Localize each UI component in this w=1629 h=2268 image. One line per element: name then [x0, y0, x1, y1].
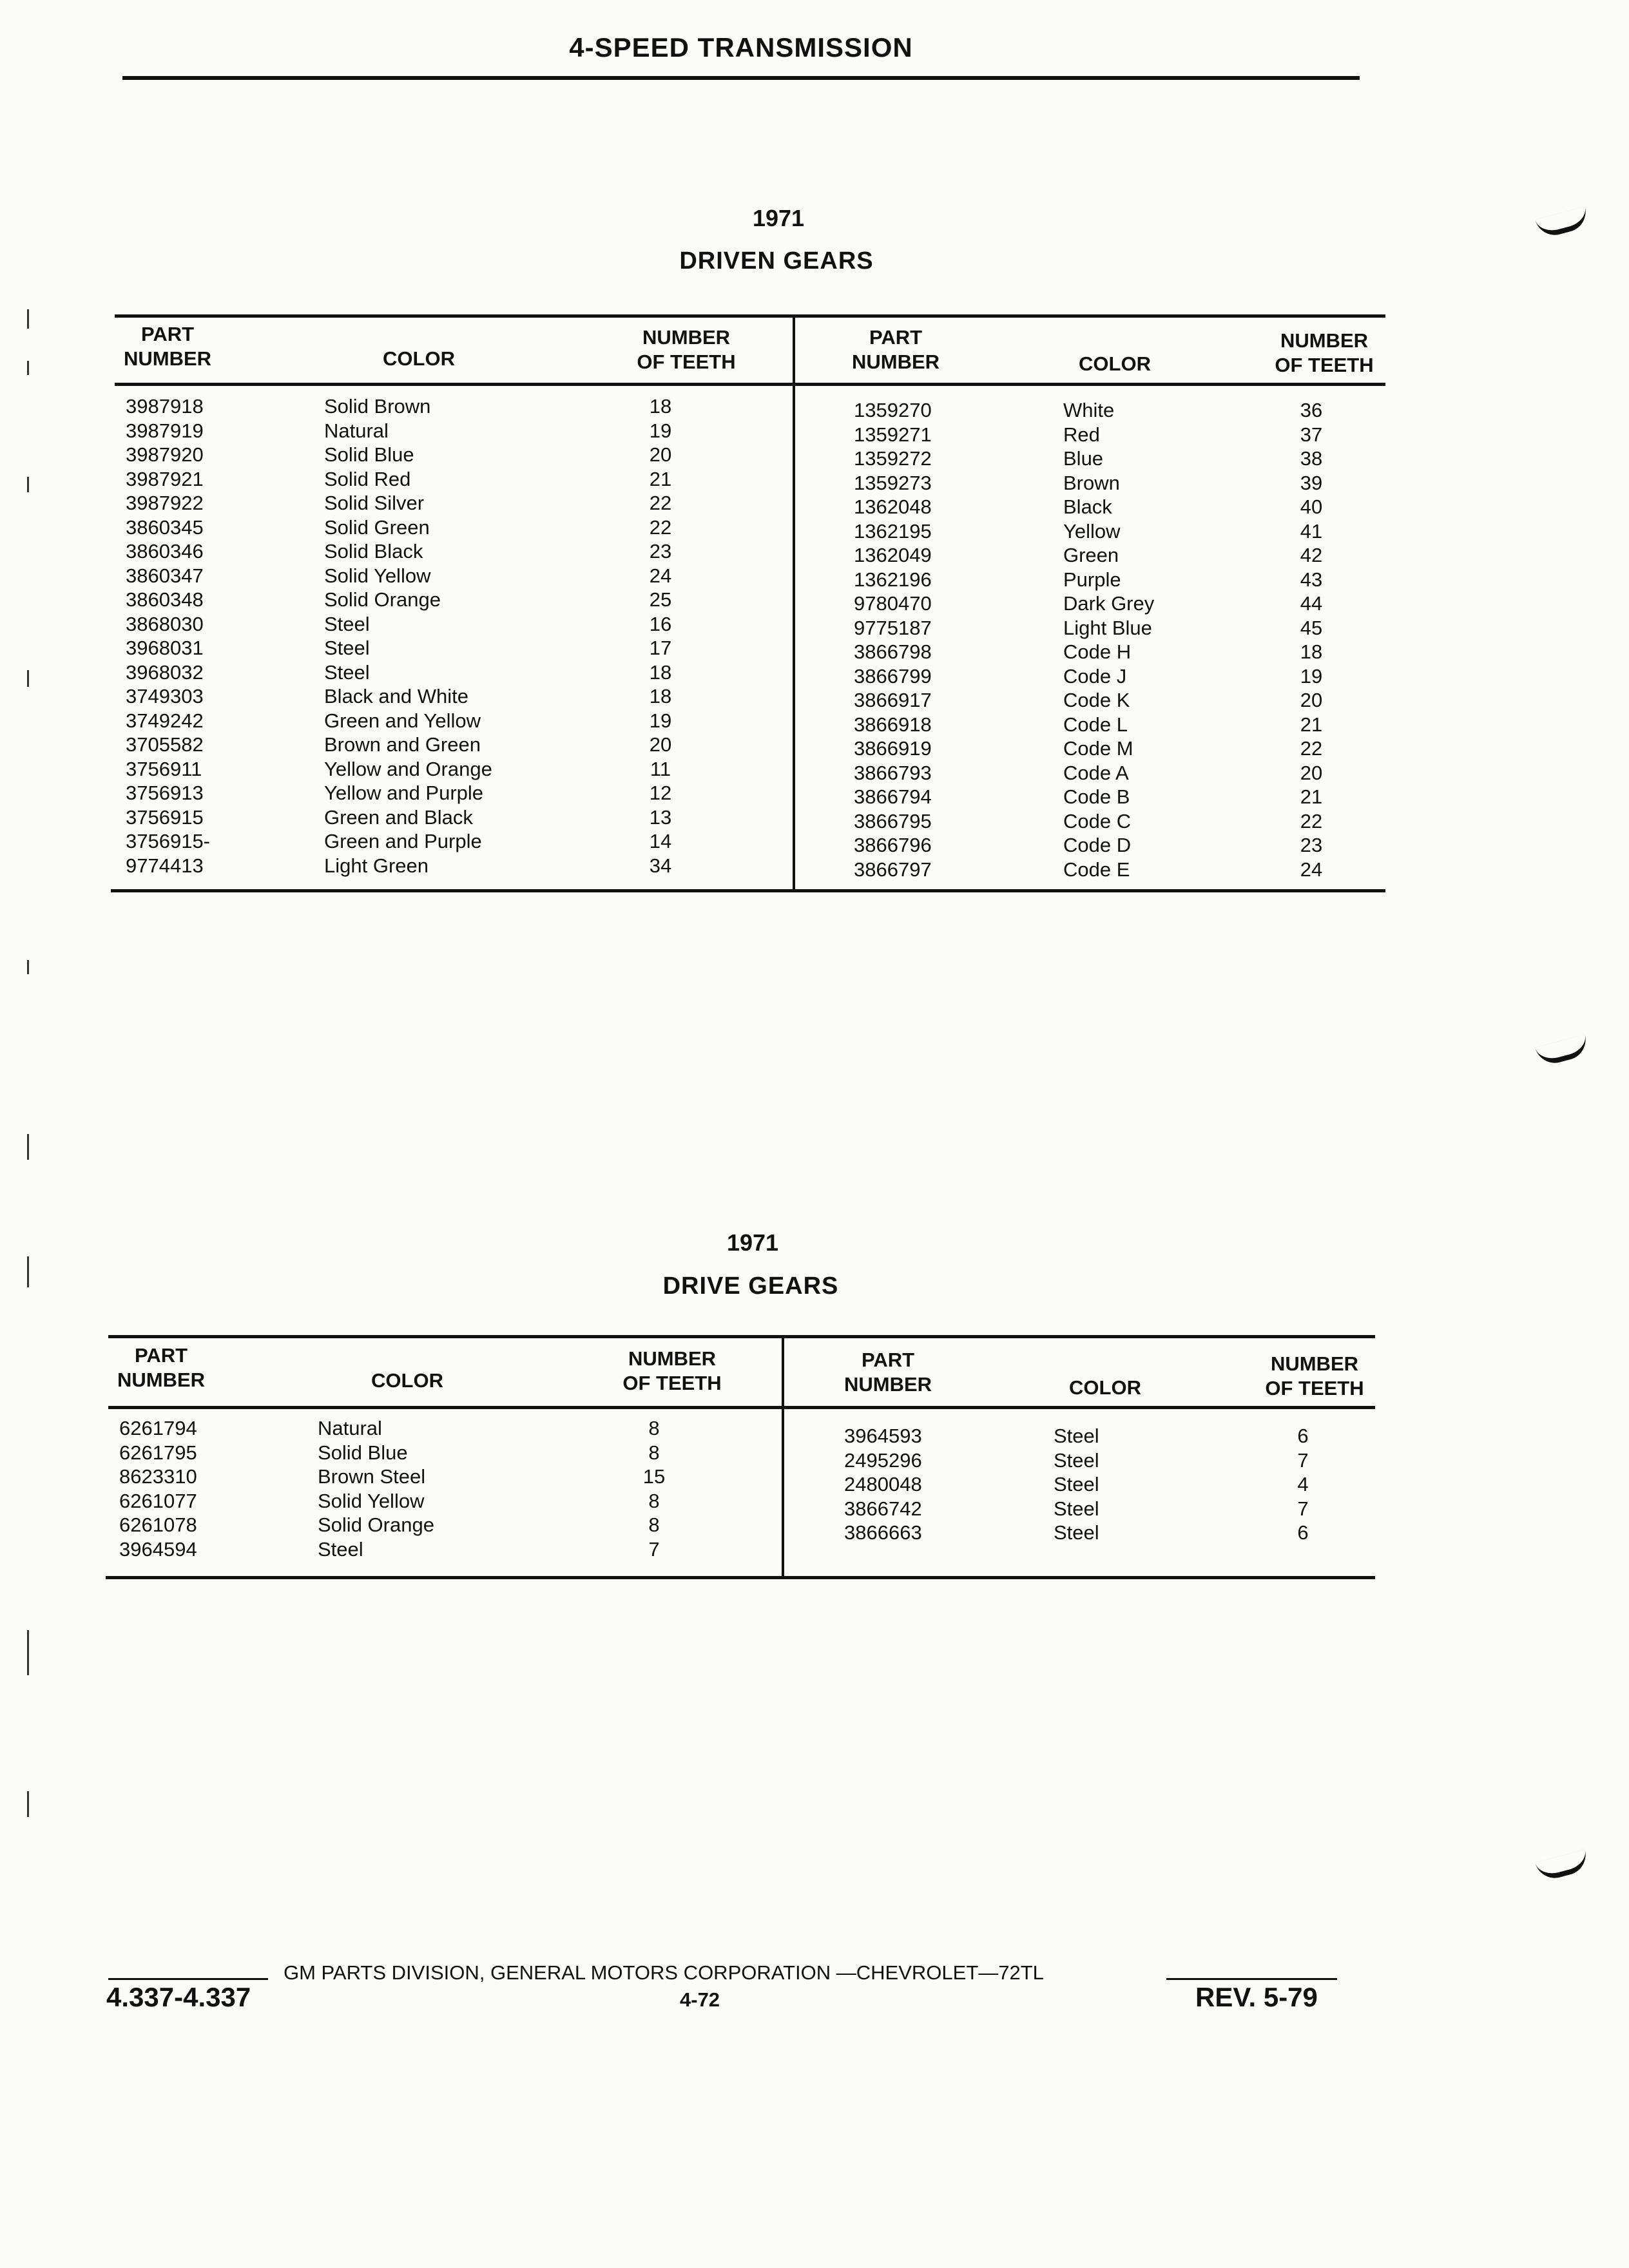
part-number-cell: 3987920: [126, 443, 204, 466]
color-cell: Code M: [1063, 737, 1133, 760]
color-cell: Steel: [1054, 1425, 1099, 1447]
table-row: [126, 539, 770, 564]
color-cell: White: [1063, 399, 1115, 421]
table-row: [119, 1416, 764, 1441]
table-row: [126, 443, 770, 467]
teeth-count-cell: 8: [648, 1441, 660, 1464]
teeth-count-cell: 36: [1300, 399, 1323, 421]
table-top-rule: [108, 1335, 1375, 1338]
driven-year: 1971: [752, 205, 805, 231]
part-number-cell: 3987922: [126, 492, 204, 514]
margin-tick: [27, 1630, 29, 1675]
teeth-count-cell: 19: [1300, 664, 1323, 687]
teeth-count-cell: 41: [1300, 519, 1323, 543]
part-number-cell: 1362195: [854, 519, 932, 543]
table-row: [854, 640, 1369, 664]
table-row: [854, 423, 1369, 447]
part-number-cell: 3866919: [854, 737, 932, 760]
driven-right-rows: [854, 398, 1369, 881]
header-color: COLOR: [1069, 1376, 1141, 1399]
teeth-count-cell: 4: [1297, 1473, 1309, 1495]
part-number-cell: 3756915: [126, 805, 204, 829]
part-number-cell: 3866742: [844, 1497, 922, 1520]
teeth-count-cell: 15: [642, 1465, 666, 1488]
part-number-cell: 6261794: [119, 1417, 197, 1439]
part-number-cell: 6261078: [119, 1514, 197, 1536]
teeth-count-cell: 22: [1300, 809, 1323, 832]
color-cell: Natural: [318, 1417, 382, 1439]
part-number-cell: 3705582: [126, 733, 204, 756]
drive-right-rows: [844, 1424, 1360, 1545]
teeth-count-cell: 19: [649, 419, 672, 442]
table-header-rule: [115, 383, 1385, 386]
color-cell: Brown Steel: [318, 1465, 426, 1488]
teeth-count-cell: 24: [649, 564, 672, 587]
table-row: [854, 785, 1369, 809]
page-number: 4-72: [680, 1988, 720, 2011]
color-cell: Blue: [1063, 447, 1104, 470]
revision-label: REV. 5-79: [1195, 1982, 1318, 2012]
color-cell: Brown: [1063, 471, 1120, 494]
color-cell: Solid Black: [324, 540, 423, 562]
teeth-count-cell: 40: [1300, 495, 1323, 518]
part-number-cell: 3749303: [126, 685, 204, 707]
footer-rule-left: [108, 1978, 268, 1980]
teeth-count-cell: 44: [1300, 592, 1323, 615]
teeth-count-cell: 14: [649, 830, 672, 852]
margin-tick: [27, 960, 29, 974]
table-row: [854, 519, 1369, 544]
header-number-of-teeth: NUMBER OF TEETH: [622, 1347, 722, 1394]
part-number-cell: 9775187: [854, 616, 932, 639]
part-number-cell: 3987921: [126, 467, 204, 490]
teeth-count-cell: 43: [1300, 568, 1323, 591]
teeth-count-cell: 42: [1300, 544, 1323, 566]
header-number-of-teeth: NUMBER OF TEETH: [1265, 1352, 1364, 1399]
header-color: COLOR: [383, 347, 455, 370]
part-number-cell: 3866918: [854, 713, 932, 736]
color-cell: Code K: [1063, 689, 1130, 711]
header-number-of-teeth: NUMBER OF TEETH: [637, 326, 736, 373]
teeth-count-cell: 23: [1300, 834, 1323, 856]
table-bottom-rule: [111, 889, 1385, 892]
teeth-count-cell: 21: [649, 467, 672, 490]
part-number-cell: 3866799: [854, 664, 932, 687]
color-cell: Natural: [324, 419, 389, 442]
color-cell: Red: [1063, 423, 1100, 446]
teeth-count-cell: 22: [1300, 737, 1323, 760]
part-number-cell: 3749242: [126, 709, 204, 732]
part-number-cell: 2495296: [844, 1448, 922, 1472]
color-cell: Steel: [1054, 1448, 1099, 1472]
teeth-count-cell: 20: [1300, 761, 1323, 784]
part-number-cell: 1362196: [854, 568, 932, 591]
table-row: [854, 616, 1369, 640]
header-rule: [122, 76, 1360, 80]
table-row: [126, 854, 770, 878]
driven-left-rows: [126, 394, 770, 878]
table-row: [854, 568, 1369, 592]
part-number-cell: 3756913: [126, 782, 204, 804]
teeth-count-cell: 37: [1300, 423, 1323, 446]
color-cell: Solid Orange: [324, 588, 441, 611]
teeth-count-cell: 12: [649, 782, 672, 804]
table-row: [854, 447, 1369, 471]
teeth-count-cell: 23: [649, 540, 672, 562]
color-cell: Solid Red: [324, 467, 411, 490]
color-cell: Solid Blue: [318, 1441, 408, 1464]
table-row: [854, 543, 1369, 568]
table-row: [854, 471, 1369, 495]
header-part-number: PART NUMBER: [123, 323, 212, 370]
part-number-cell: 6261077: [119, 1489, 197, 1512]
teeth-count-cell: 34: [649, 854, 672, 877]
table-row: [119, 1489, 764, 1514]
color-cell: Steel: [1054, 1521, 1099, 1544]
table-row: [126, 636, 770, 660]
header-color: COLOR: [1079, 352, 1151, 375]
teeth-count-cell: 18: [649, 660, 672, 684]
table-row: [119, 1513, 764, 1537]
teeth-count-cell: 8: [648, 1514, 660, 1536]
table-row: [126, 419, 770, 443]
teeth-count-cell: 20: [649, 443, 672, 466]
table-row: [126, 757, 770, 782]
table-center-divider: [793, 314, 795, 891]
teeth-count-cell: 21: [1300, 785, 1323, 808]
part-number-cell: 6261795: [119, 1441, 197, 1464]
part-number-cell: 3866917: [854, 689, 932, 711]
margin-tick: [27, 1256, 29, 1287]
page-title: 4-SPEED TRANSMISSION: [569, 32, 913, 62]
binder-clip-mark: [1535, 1849, 1590, 1883]
color-cell: Solid Yellow: [324, 564, 431, 587]
part-number-cell: 2480048: [844, 1473, 922, 1495]
table-row: [126, 612, 770, 637]
table-row: [854, 713, 1369, 737]
color-cell: Green and Purple: [324, 830, 482, 852]
color-cell: Steel: [318, 1537, 363, 1561]
table-row: [844, 1521, 1360, 1545]
color-cell: Solid Orange: [318, 1514, 434, 1536]
table-row: [126, 684, 770, 709]
part-number-cell: 3987918: [126, 395, 204, 418]
margin-tick: [27, 309, 29, 329]
color-cell: Yellow and Purple: [324, 782, 484, 804]
part-number-cell: 3756915-: [126, 830, 211, 852]
table-row: [844, 1448, 1360, 1473]
color-cell: Solid Brown: [324, 395, 431, 418]
table-row: [854, 591, 1369, 616]
table-row: [126, 467, 770, 492]
part-number-cell: 3860347: [126, 564, 204, 587]
color-cell: Solid Yellow: [318, 1489, 425, 1512]
teeth-count-cell: 7: [648, 1537, 660, 1561]
table-row: [854, 736, 1369, 761]
color-cell: Solid Silver: [324, 492, 425, 514]
binder-clip-mark: [1535, 206, 1590, 240]
teeth-count-cell: 22: [649, 492, 672, 514]
color-cell: Code E: [1063, 858, 1130, 881]
table-row: [126, 515, 770, 540]
color-cell: Steel: [1054, 1473, 1099, 1495]
part-number-cell: 1359272: [854, 447, 932, 470]
table-row: [126, 660, 770, 685]
color-cell: Yellow and Orange: [324, 757, 492, 780]
teeth-count-cell: 18: [649, 395, 672, 418]
part-number-cell: 3866793: [854, 761, 932, 784]
drive-year: 1971: [726, 1229, 779, 1256]
part-number-cell: 3860348: [126, 588, 204, 611]
part-number-cell: 3868030: [126, 612, 204, 635]
teeth-count-cell: 8: [648, 1417, 660, 1439]
color-cell: Steel: [324, 637, 370, 659]
part-number-cell: 3866795: [854, 809, 932, 832]
table-row: [119, 1441, 764, 1465]
teeth-count-cell: 24: [1300, 858, 1323, 881]
teeth-count-cell: 6: [1297, 1521, 1309, 1544]
table-row: [844, 1497, 1360, 1521]
color-cell: Light Green: [324, 854, 429, 877]
table-header-rule: [108, 1406, 1375, 1409]
margin-tick: [27, 361, 29, 375]
publisher-line: GM PARTS DIVISION, GENERAL MOTORS CORPORATION —CHEVROLET—72TL: [284, 1961, 1044, 1984]
teeth-count-cell: 11: [650, 757, 671, 780]
teeth-count-cell: 20: [1300, 689, 1323, 711]
color-cell: Code C: [1063, 809, 1132, 832]
drive-left-rows: [119, 1416, 764, 1561]
part-number-cell: 1359273: [854, 471, 932, 494]
part-number-cell: 3860346: [126, 540, 204, 562]
color-cell: Code H: [1063, 640, 1132, 663]
table-row: [126, 394, 770, 419]
part-number-cell: 3866796: [854, 834, 932, 856]
color-cell: Steel: [324, 660, 370, 684]
part-number-cell: 1362048: [854, 495, 932, 518]
color-cell: Dark Grey: [1063, 592, 1155, 615]
color-cell: Code B: [1063, 785, 1130, 808]
color-cell: Green and Yellow: [324, 709, 481, 732]
teeth-count-cell: 38: [1300, 447, 1323, 470]
document-code: 4.337-4.337: [106, 1982, 251, 2012]
color-cell: Steel: [324, 612, 370, 635]
header-number-of-teeth: NUMBER OF TEETH: [1275, 329, 1374, 376]
color-cell: Yellow: [1063, 519, 1121, 543]
color-cell: Solid Blue: [324, 443, 414, 466]
table-row: [126, 588, 770, 612]
teeth-count-cell: 39: [1300, 471, 1323, 494]
header-part-number: PART NUMBER: [117, 1344, 206, 1391]
part-number-cell: 8623310: [119, 1465, 197, 1488]
color-cell: Green and Black: [324, 805, 473, 829]
color-cell: Green: [1063, 544, 1119, 566]
part-number-cell: 1359271: [854, 423, 932, 446]
color-cell: Black and White: [324, 685, 468, 707]
color-cell: Steel: [1054, 1497, 1099, 1520]
table-row: [854, 495, 1369, 519]
table-row: [854, 398, 1369, 423]
table-row: [854, 809, 1369, 834]
teeth-count-cell: 7: [1297, 1448, 1309, 1472]
teeth-count-cell: 18: [649, 685, 672, 707]
teeth-count-cell: 19: [649, 709, 672, 732]
table-row: [126, 733, 770, 757]
part-number-cell: 3987919: [126, 419, 204, 442]
teeth-count-cell: 13: [649, 805, 672, 829]
part-number-cell: 3866798: [854, 640, 932, 663]
margin-tick: [27, 1134, 29, 1160]
teeth-count-cell: 18: [1300, 640, 1323, 663]
table-row: [126, 491, 770, 515]
table-row: [126, 781, 770, 805]
teeth-count-cell: 45: [1300, 616, 1323, 639]
margin-tick: [27, 477, 29, 492]
part-number-cell: 1359270: [854, 399, 932, 421]
color-cell: Code A: [1063, 761, 1129, 784]
teeth-count-cell: 16: [649, 612, 672, 635]
color-cell: Purple: [1063, 568, 1121, 591]
color-cell: Code D: [1063, 834, 1132, 856]
teeth-count-cell: 8: [648, 1489, 660, 1512]
table-center-divider: [782, 1335, 784, 1577]
table-top-rule: [115, 314, 1385, 318]
color-cell: Solid Green: [324, 515, 430, 539]
part-number-cell: 3756911: [126, 757, 202, 780]
teeth-count-cell: 17: [649, 637, 672, 659]
table-row: [854, 833, 1369, 858]
table-row: [854, 858, 1369, 882]
teeth-count-cell: 21: [1300, 713, 1323, 736]
color-cell: Code L: [1063, 713, 1128, 736]
table-row: [119, 1537, 764, 1562]
part-number-cell: 3866797: [854, 858, 932, 881]
teeth-count-cell: 7: [1297, 1497, 1309, 1520]
part-number-cell: 3866663: [844, 1521, 922, 1544]
part-number-cell: 1362049: [854, 544, 932, 566]
teeth-count-cell: 22: [649, 515, 672, 539]
binder-clip-mark: [1535, 1034, 1590, 1068]
table-row: [854, 664, 1369, 689]
table-row: [126, 709, 770, 733]
part-number-cell: 3968032: [126, 660, 204, 684]
part-number-cell: 3860345: [126, 515, 204, 539]
part-number-cell: 3968031: [126, 637, 204, 659]
teeth-count-cell: 25: [649, 588, 672, 611]
margin-tick: [27, 1791, 29, 1817]
table-row: [126, 564, 770, 588]
color-cell: Light Blue: [1063, 616, 1152, 639]
teeth-count-cell: 6: [1297, 1425, 1309, 1447]
footer-rule-right: [1166, 1978, 1337, 1980]
table-row: [119, 1465, 764, 1489]
color-cell: Code J: [1063, 664, 1127, 687]
table-row: [126, 805, 770, 830]
margin-tick: [27, 670, 29, 687]
part-number-cell: 3964593: [844, 1425, 922, 1447]
driven-title: DRIVEN GEARS: [679, 247, 874, 274]
table-bottom-rule: [106, 1576, 1375, 1579]
part-number-cell: 9774413: [126, 854, 204, 877]
color-cell: Black: [1063, 495, 1112, 518]
table-row: [126, 829, 770, 854]
drive-title: DRIVE GEARS: [662, 1273, 839, 1300]
part-number-cell: 9780470: [854, 592, 932, 615]
table-row: [844, 1424, 1360, 1448]
table-row: [854, 688, 1369, 713]
header-part-number: PART NUMBER: [851, 326, 940, 373]
header-part-number: PART NUMBER: [843, 1349, 932, 1396]
part-number-cell: 3866794: [854, 785, 932, 808]
table-row: [844, 1472, 1360, 1497]
color-cell: Brown and Green: [324, 733, 481, 756]
table-row: [854, 761, 1369, 785]
teeth-count-cell: 20: [649, 733, 672, 756]
part-number-cell: 3964594: [119, 1537, 197, 1561]
header-color: COLOR: [371, 1369, 443, 1392]
